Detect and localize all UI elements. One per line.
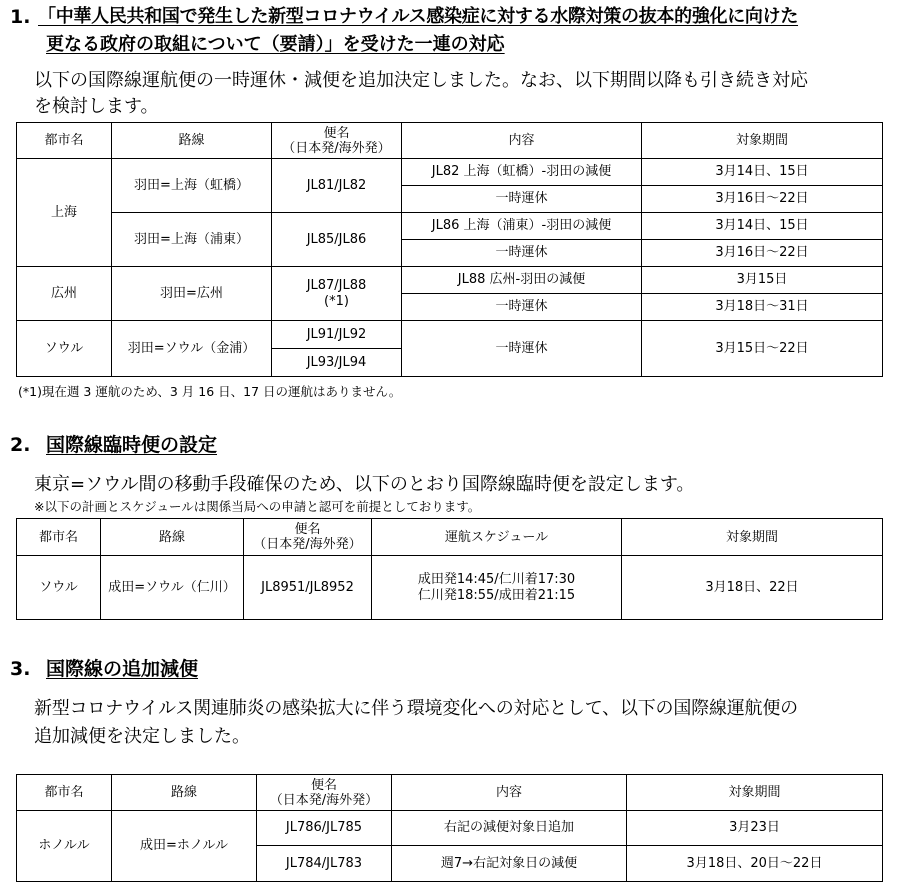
period-cell: 3月18日～31日 bbox=[642, 294, 883, 321]
flight-seoul-2: JL93/JL94 bbox=[272, 349, 402, 377]
content-cell: JL88 広州-羽田の減便 bbox=[402, 267, 642, 294]
flight-pudong: JL85/JL86 bbox=[272, 213, 402, 267]
header-route: 路線 bbox=[112, 123, 272, 159]
section2-title: 国際線臨時便の設定 bbox=[46, 434, 218, 456]
header-content: 内容 bbox=[402, 123, 642, 159]
content-cell: 一時運休 bbox=[402, 240, 642, 267]
period-cell: 3月14日、15日 bbox=[642, 213, 883, 240]
section3-body-line1: 新型コロナウイルス関連肺炎の感染拡大に伴う環境変化への対応として、以下の国際線運航便の bbox=[34, 698, 798, 719]
section3-title: 国際線の追加減便 bbox=[46, 658, 199, 680]
route-pudong: 羽田=上海（浦東） bbox=[112, 213, 272, 267]
section2-heading bbox=[10, 432, 410, 460]
flight-hongqiao: JL81/JL82 bbox=[272, 159, 402, 213]
period-cell: 3月18日、22日 bbox=[622, 556, 883, 620]
section2-body: 東京=ソウル間の移動手段確保のため、以下のとおり国際線臨時便を設定します。 bbox=[34, 474, 695, 495]
section2-note: ※以下の計画とスケジュールは関係当局への申請と認可を前提としております。 bbox=[34, 499, 481, 514]
header-content: 内容 bbox=[392, 775, 627, 811]
content-cell: JL86 上海（浦東）-羽田の減便 bbox=[402, 213, 642, 240]
period-cell: 3月18日、20日～22日 bbox=[627, 846, 883, 882]
table-row bbox=[17, 811, 883, 846]
section3-heading bbox=[10, 656, 410, 684]
route-narita-honolulu: 成田=ホノルル bbox=[112, 811, 257, 882]
flight-cell: JL784/JL783 bbox=[257, 846, 392, 882]
header-city: 都市名 bbox=[17, 123, 112, 159]
period-cell: 3月23日 bbox=[627, 811, 883, 846]
section1-title-line2: 更なる政府の取組について（要請）」を受けた一連の対応 bbox=[46, 34, 505, 55]
section1-footnote: (*1)現在週 3 運航のため、3 月 16 日、17 日の運航はありません。 bbox=[18, 384, 402, 399]
section2-header-row bbox=[17, 519, 883, 556]
city-seoul: ソウル bbox=[17, 556, 101, 620]
table-row bbox=[17, 556, 883, 620]
section2-number: 2. bbox=[10, 434, 31, 456]
content-cell: 一時運休 bbox=[402, 321, 642, 377]
table-row bbox=[17, 267, 883, 294]
content-cell: 一時運休 bbox=[402, 294, 642, 321]
route-guangzhou: 羽田=広州 bbox=[112, 267, 272, 321]
section3-body-line2: 追加減便を決定しました。 bbox=[34, 726, 250, 747]
city-shanghai: 上海 bbox=[17, 159, 112, 267]
section1-body-line2: を検討します。 bbox=[34, 96, 159, 117]
period-cell: 3月16日～22日 bbox=[642, 186, 883, 213]
section1-body-line1: 以下の国際線運航便の一時運休・減便を追加決定しました。なお、以下期間以降も引き続き対応 bbox=[34, 70, 808, 91]
flight-cell: JL8951/JL8952 bbox=[244, 556, 372, 620]
header-schedule: 運航スケジュール bbox=[372, 519, 622, 556]
city-honolulu: ホノルル bbox=[17, 811, 112, 882]
content-cell: 一時運休 bbox=[402, 186, 642, 213]
content-cell: 右記の減便対象日追加 bbox=[392, 811, 627, 846]
header-flight: 便名 （日本発/海外発） bbox=[244, 519, 372, 556]
header-period: 対象期間 bbox=[622, 519, 883, 556]
content-cell: 週7→右記対象日の減便 bbox=[392, 846, 627, 882]
section1-table bbox=[16, 122, 883, 377]
section3-number: 3. bbox=[10, 658, 31, 680]
header-route: 路線 bbox=[112, 775, 257, 811]
header-city: 都市名 bbox=[17, 519, 101, 556]
flight-guangzhou: JL87/JL88 (*1) bbox=[272, 267, 402, 321]
city-seoul: ソウル bbox=[17, 321, 112, 377]
route-seoul: 羽田=ソウル（金浦） bbox=[112, 321, 272, 377]
period-cell: 3月16日～22日 bbox=[642, 240, 883, 267]
section2-table bbox=[16, 518, 883, 620]
flight-seoul-1: JL91/JL92 bbox=[272, 321, 402, 349]
period-cell: 3月15日 bbox=[642, 267, 883, 294]
city-guangzhou: 広州 bbox=[17, 267, 112, 321]
section1-title-line1: 「中華人民共和国で発生した新型コロナウイルス感染症に対する水際対策の抜本的強化に向けた bbox=[38, 6, 799, 27]
header-flight: 便名 （日本発/海外発） bbox=[257, 775, 392, 811]
table-row bbox=[17, 321, 883, 349]
header-flight: 便名 （日本発/海外発） bbox=[272, 123, 402, 159]
section1-heading bbox=[10, 4, 895, 58]
content-cell: JL82 上海（虹橋）-羽田の減便 bbox=[402, 159, 642, 186]
section1-number: 1. bbox=[10, 6, 31, 28]
section3-table bbox=[16, 774, 883, 882]
route-narita-incheon: 成田=ソウル（仁川） bbox=[101, 556, 244, 620]
header-route: 路線 bbox=[101, 519, 244, 556]
schedule-cell: 成田発14:45/仁川着17:30 仁川発18:55/成田着21:15 bbox=[372, 556, 622, 620]
header-period: 対象期間 bbox=[642, 123, 883, 159]
period-cell: 3月15日～22日 bbox=[642, 321, 883, 377]
table-row bbox=[17, 159, 883, 186]
section1-header-row bbox=[17, 123, 883, 159]
header-city: 都市名 bbox=[17, 775, 112, 811]
period-cell: 3月14日、15日 bbox=[642, 159, 883, 186]
table-row bbox=[17, 213, 883, 240]
header-period: 対象期間 bbox=[627, 775, 883, 811]
route-hongqiao: 羽田=上海（虹橋） bbox=[112, 159, 272, 213]
section3-header-row bbox=[17, 775, 883, 811]
flight-cell: JL786/JL785 bbox=[257, 811, 392, 846]
